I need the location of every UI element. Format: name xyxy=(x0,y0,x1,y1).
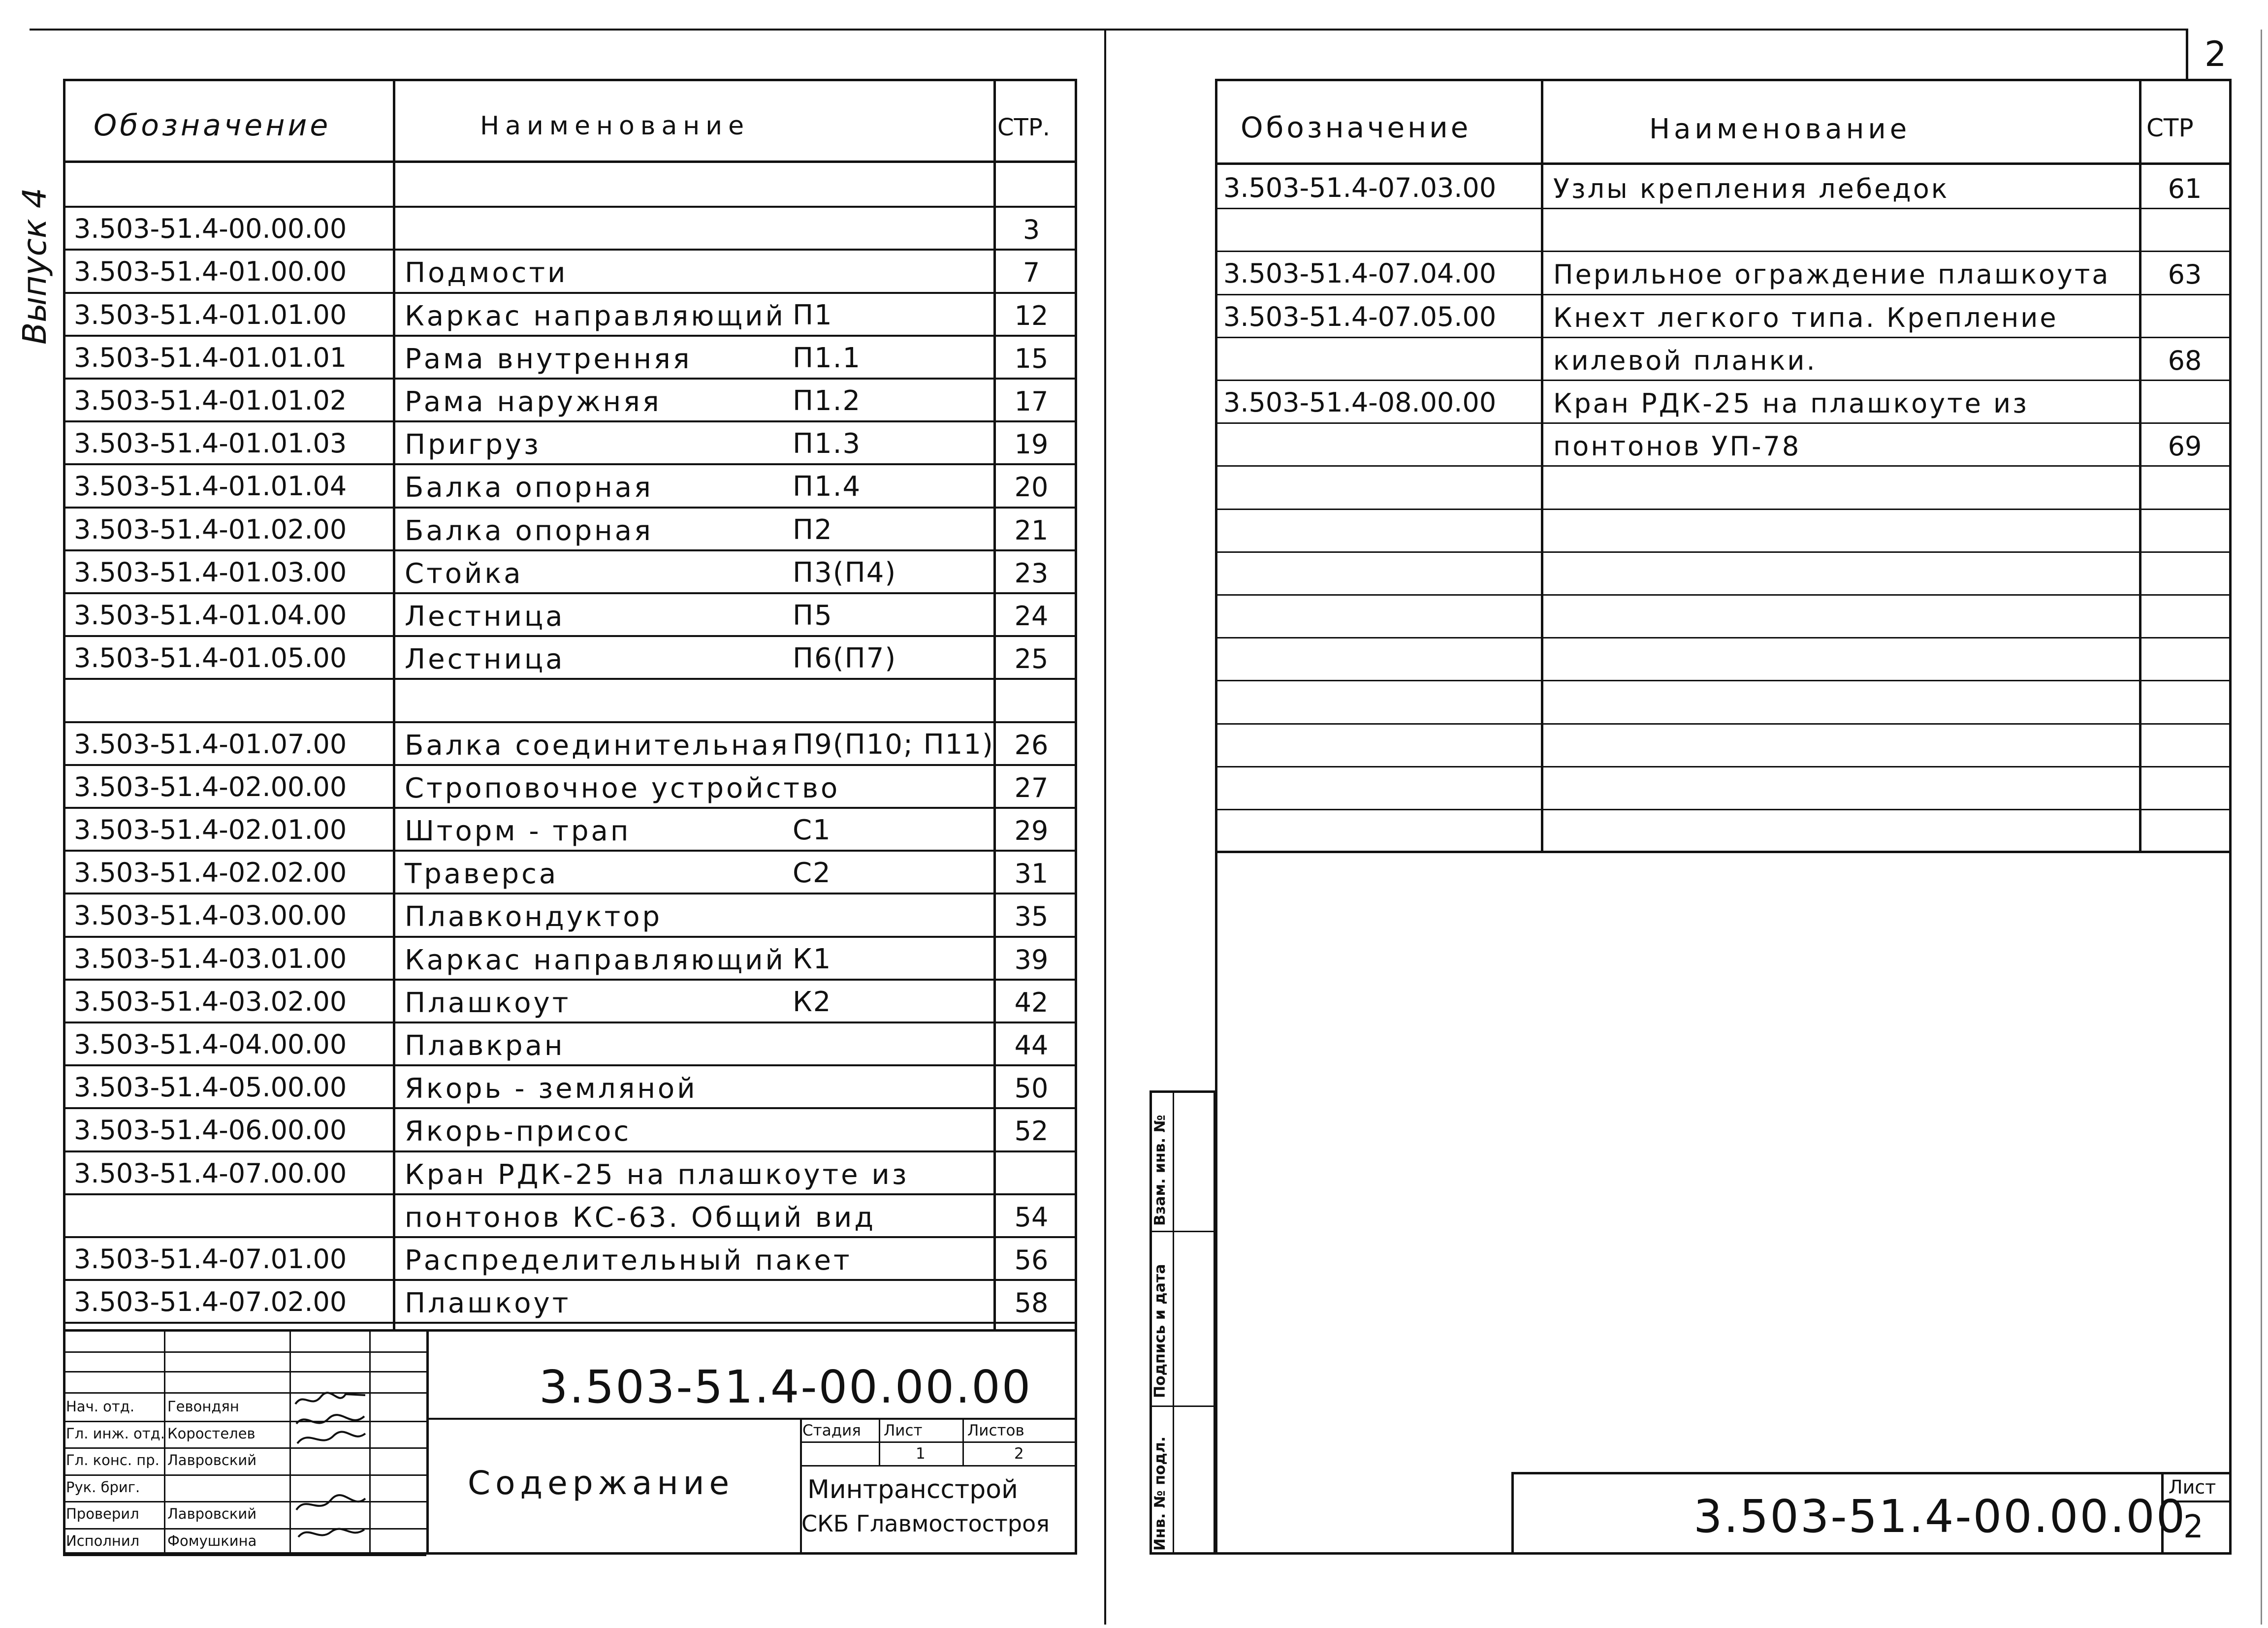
left-row-page: 20 xyxy=(1014,472,1049,503)
right-header-designation: Обозначение xyxy=(1241,111,1471,144)
issue-label: Выпуск 4 xyxy=(16,188,54,345)
left-row-rule xyxy=(63,292,1077,294)
left-header-name: Наименование xyxy=(480,111,750,141)
left-row-page: 35 xyxy=(1014,901,1049,932)
left-row-name: Плавкондуктор xyxy=(405,901,663,933)
left-row-code: 3.503-51.4-01.01.02 xyxy=(74,385,347,416)
left-row-mark: С1 xyxy=(793,814,831,846)
left-row-name: Плашкоут xyxy=(405,1287,571,1319)
left-row-rule xyxy=(63,1064,1077,1066)
left-row-page: 25 xyxy=(1014,643,1049,674)
left-header-designation: Обозначение xyxy=(94,108,331,143)
left-row-page: 15 xyxy=(1014,343,1049,374)
left-header-page: СТР. xyxy=(997,114,1051,141)
left-row-code: 3.503-51.4-02.01.00 xyxy=(74,814,347,845)
left-row-rule xyxy=(63,1236,1077,1238)
left-row-page: 21 xyxy=(1014,515,1049,546)
left-row-code: 3.503-51.4-07.00.00 xyxy=(74,1158,347,1189)
right-row-rule xyxy=(1215,208,2232,209)
page-number: 2 xyxy=(2204,34,2227,74)
right-row-rule xyxy=(1215,809,2232,810)
left-row-rule xyxy=(63,249,1077,251)
left-row-rule xyxy=(63,1150,1077,1152)
left-row-mark: К1 xyxy=(793,943,832,975)
left-row-code: 3.503-51.4-01.03.00 xyxy=(74,557,347,588)
left-row-name: Траверса xyxy=(405,858,559,890)
staff-name: Гевондян xyxy=(167,1398,239,1415)
right-row-code: 3.503-51.4-07.03.00 xyxy=(1223,172,1497,203)
left-row-code: 3.503-51.4-01.04.00 xyxy=(74,600,347,631)
left-row-name: Балка опорная xyxy=(405,472,653,504)
left-row-mark: П1 xyxy=(793,299,833,331)
tb-sheets-label: Листов xyxy=(967,1422,1024,1439)
side-strip-rule-2 xyxy=(1150,1405,1216,1407)
left-row-name: Шторм - трап xyxy=(405,815,631,847)
right-row-rule xyxy=(1215,766,2232,767)
left-row-rule xyxy=(63,549,1077,551)
left-row-page: 58 xyxy=(1014,1287,1049,1318)
stamp-doc-code: 3.503-51.4-00.00.00 xyxy=(1693,1490,2187,1543)
staff-name: Лавровский xyxy=(167,1505,257,1522)
left-row-code: 3.503-51.4-01.00.00 xyxy=(74,256,347,287)
right-row-page: 63 xyxy=(2168,259,2202,290)
tb-doc-code: 3.503-51.4-00.00.00 xyxy=(539,1361,1032,1413)
right-row-code: 3.503-51.4-07.05.00 xyxy=(1223,301,1497,332)
left-row-rule xyxy=(63,936,1077,938)
left-row-page: 52 xyxy=(1014,1116,1049,1147)
left-row-name: Якорь - земляной xyxy=(405,1073,698,1105)
right-row-name: Кнехт легкого типа. Крепление xyxy=(1553,302,2058,333)
left-row-rule xyxy=(63,1279,1077,1281)
left-row-name: Пригруз xyxy=(405,429,541,461)
right-row-rule xyxy=(1215,337,2232,338)
left-row-code: 3.503-51.4-05.00.00 xyxy=(74,1072,347,1103)
left-row-mark: К2 xyxy=(793,986,832,1018)
left-row-rule xyxy=(63,850,1077,852)
right-row-rule xyxy=(1215,380,2232,381)
left-row-code: 3.503-51.4-03.01.00 xyxy=(74,943,347,974)
right-row-rule xyxy=(1215,852,2232,853)
tb-col-1 xyxy=(164,1329,165,1555)
left-row-rule xyxy=(63,206,1077,208)
side-strip-divider xyxy=(1173,1090,1174,1555)
left-row-name: Рама внутренняя xyxy=(405,343,692,375)
left-row-rule xyxy=(63,507,1077,509)
left-row-rule xyxy=(63,420,1077,422)
right-header-name: Наименование xyxy=(1649,113,1911,145)
tb-org-line2: СКБ Главмостостроя xyxy=(801,1510,1050,1537)
left-row-code: 3.503-51.4-03.02.00 xyxy=(74,986,347,1017)
left-row-code: 3.503-51.4-06.00.00 xyxy=(74,1115,347,1146)
left-row-name: Якорь-присос xyxy=(405,1116,632,1148)
left-row-rule xyxy=(63,378,1077,380)
left-row-name: Рама наружняя xyxy=(405,386,662,418)
right-row-name: килевой планки. xyxy=(1553,345,1817,376)
left-row-mark: П2 xyxy=(793,514,833,546)
right-row-name: Узлы крепления лебедок xyxy=(1553,173,1949,204)
tb-rule-b xyxy=(63,1371,426,1373)
left-row-code: 3.503-51.4-07.01.00 xyxy=(74,1244,347,1275)
left-row-name: Стойка xyxy=(405,558,523,590)
left-row-rule xyxy=(63,592,1077,594)
left-row-code: 3.503-51.4-00.00.00 xyxy=(74,213,347,244)
left-row-rule xyxy=(63,1107,1077,1109)
page-number-box-left xyxy=(2186,29,2188,81)
tb-top-rule xyxy=(63,1329,1077,1332)
left-row-page: 31 xyxy=(1014,858,1049,889)
right-row-code: 3.503-51.4-07.04.00 xyxy=(1223,258,1497,289)
right-row-rule xyxy=(1215,551,2232,553)
left-row-page: 54 xyxy=(1014,1202,1049,1233)
left-row-name: Лестница xyxy=(405,643,565,675)
left-row-code: 3.503-51.4-03.00.00 xyxy=(74,900,347,931)
left-row-code: 3.503-51.4-01.07.00 xyxy=(74,729,347,760)
right-sheet-frame xyxy=(1215,79,2232,1555)
right-header-rule xyxy=(1215,162,2232,165)
tb-sheet-label: Лист xyxy=(884,1422,923,1439)
left-row-mark: С2 xyxy=(793,857,831,889)
left-row-page: 26 xyxy=(1014,730,1049,761)
left-row-code: 3.503-51.4-01.02.00 xyxy=(74,514,347,545)
tb-rule-c xyxy=(63,1392,426,1394)
left-row-mark: П1.2 xyxy=(793,385,862,417)
page-divider xyxy=(1104,30,1106,1625)
staff-name: Лавровский xyxy=(167,1452,257,1468)
right-row-rule xyxy=(1215,251,2232,252)
left-row-code: 3.503-51.4-01.01.03 xyxy=(74,428,347,459)
left-row-page: 24 xyxy=(1014,601,1049,632)
left-row-name: Каркас направляющий xyxy=(405,944,786,976)
left-row-name: понтонов КС-63. Общий вид xyxy=(405,1202,876,1234)
left-row-name: Балка опорная xyxy=(405,515,653,547)
left-row-page: 39 xyxy=(1014,944,1049,975)
left-row-name: Лестница xyxy=(405,601,565,633)
stamp-top-rule xyxy=(1511,1472,2232,1474)
left-row-name: Плашкоут xyxy=(405,987,571,1019)
tb-main-divider xyxy=(426,1329,429,1555)
left-row-page: 50 xyxy=(1014,1073,1049,1104)
staff-row-rule xyxy=(63,1474,426,1476)
tb-sheets-value: 2 xyxy=(1014,1445,1024,1463)
left-row-page: 44 xyxy=(1014,1030,1049,1061)
left-row-mark: П1.1 xyxy=(793,342,862,374)
left-row-mark: П3(П4) xyxy=(793,557,897,589)
stamp-sheet-label: Лист xyxy=(2169,1476,2216,1498)
left-col-divider-1 xyxy=(393,79,395,1329)
right-row-rule xyxy=(1215,680,2232,681)
left-row-code: 3.503-51.4-07.02.00 xyxy=(74,1286,347,1317)
side-label-replace: Взам. инв. № xyxy=(1151,1115,1169,1226)
staff-role: Проверил xyxy=(66,1505,139,1522)
left-row-name: Подмости xyxy=(405,257,568,289)
left-row-page: 17 xyxy=(1014,386,1049,417)
staff-role: Гл. конс. пр. xyxy=(66,1452,160,1468)
stamp-sheet-value: 2 xyxy=(2183,1509,2204,1545)
left-row-code: 3.503-51.4-01.01.00 xyxy=(74,299,347,330)
left-row-rule xyxy=(63,1322,1077,1324)
right-row-rule xyxy=(1215,422,2232,424)
tb-stage-col-1 xyxy=(879,1418,880,1465)
left-row-rule xyxy=(63,1021,1077,1023)
left-row-code: 3.503-51.4-04.00.00 xyxy=(74,1029,347,1060)
left-row-page: 42 xyxy=(1014,987,1049,1018)
staff-row-rule xyxy=(63,1501,426,1502)
left-row-page: 3 xyxy=(1022,214,1040,245)
tb-rule-a xyxy=(63,1351,426,1353)
left-row-page: 56 xyxy=(1014,1245,1049,1276)
right-row-rule xyxy=(1215,465,2232,467)
left-row-name: Плавкран xyxy=(405,1030,565,1062)
tb-code-rule xyxy=(426,1418,1077,1420)
left-row-code: 3.503-51.4-02.00.00 xyxy=(74,771,347,802)
left-row-code: 3.503-51.4-02.02.00 xyxy=(74,857,347,888)
right-row-page: 68 xyxy=(2168,345,2202,376)
side-strip-rule-1 xyxy=(1150,1231,1216,1232)
staff-row-rule xyxy=(63,1528,426,1530)
side-label-inv: Инв. № подл. xyxy=(1151,1436,1169,1551)
left-row-rule xyxy=(63,721,1077,723)
stamp-left-rule xyxy=(1511,1472,1514,1555)
tb-col-3 xyxy=(369,1329,371,1555)
left-row-rule xyxy=(63,635,1077,637)
left-row-code: 3.503-51.4-01.01.04 xyxy=(74,471,347,502)
left-row-page: 27 xyxy=(1014,772,1049,803)
right-row-page: 61 xyxy=(2168,173,2202,204)
left-row-rule xyxy=(63,893,1077,894)
left-row-page: 12 xyxy=(1014,300,1049,331)
top-rule xyxy=(30,29,2186,31)
left-row-page: 23 xyxy=(1014,558,1049,589)
right-row-code: 3.503-51.4-08.00.00 xyxy=(1223,387,1497,418)
left-header-rule xyxy=(63,160,1077,163)
left-row-code: 3.503-51.4-01.05.00 xyxy=(74,642,347,673)
staff-name: Фомушкина xyxy=(167,1532,257,1549)
tb-org-line1: Минтрансстрой xyxy=(807,1475,1018,1504)
left-row-mark: П1.4 xyxy=(793,471,862,503)
right-row-page: 69 xyxy=(2168,431,2202,462)
left-row-rule xyxy=(63,463,1077,465)
signature-marks xyxy=(291,1389,369,1555)
right-edge-rule xyxy=(2261,30,2262,1625)
left-row-rule xyxy=(63,335,1077,337)
tb-stage-label: Стадия xyxy=(802,1422,861,1439)
tb-col-2 xyxy=(289,1329,291,1555)
right-row-rule xyxy=(1215,637,2232,638)
staff-name: Коростелев xyxy=(167,1425,256,1442)
tb-stage-col-2 xyxy=(962,1418,964,1465)
left-row-name: Кран РДК-25 на плашкоуте из xyxy=(405,1159,909,1191)
right-row-rule xyxy=(1215,594,2232,596)
left-row-page: 19 xyxy=(1014,429,1049,460)
left-row-page: 7 xyxy=(1022,257,1040,288)
staff-row-rule xyxy=(63,1447,426,1449)
left-row-rule xyxy=(63,678,1077,680)
staff-role: Рук. бриг. xyxy=(66,1479,140,1496)
staff-row-rule xyxy=(63,1421,426,1422)
right-row-name: понтонов УП-78 xyxy=(1553,431,1801,462)
staff-row-rule xyxy=(63,1555,426,1556)
side-label-signature: Подпись и дата xyxy=(1151,1264,1169,1398)
left-row-rule xyxy=(63,807,1077,809)
left-row-name: Каркас направляющий xyxy=(405,300,786,332)
left-row-mark: П5 xyxy=(793,600,833,632)
right-row-name: Кран РДК-25 на плашкоуте из xyxy=(1553,388,2029,419)
left-row-name: Строповочное устройство xyxy=(405,772,840,804)
left-row-page: 29 xyxy=(1014,815,1049,846)
left-row-mark: П9(П10; П11) xyxy=(793,729,994,761)
left-row-rule xyxy=(63,1193,1077,1195)
right-row-rule xyxy=(1215,294,2232,295)
left-row-name: Распределительный пакет xyxy=(405,1245,852,1277)
staff-role: Гл. инж. отд. xyxy=(66,1425,165,1442)
left-row-name: Балка соединительная xyxy=(405,730,790,762)
left-row-code: 3.503-51.4-01.01.01 xyxy=(74,342,347,373)
left-row-rule xyxy=(63,764,1077,766)
tb-stage-rule-2 xyxy=(800,1465,1077,1467)
right-row-rule xyxy=(1215,509,2232,510)
right-row-rule xyxy=(1215,723,2232,725)
left-row-rule xyxy=(63,979,1077,981)
left-row-mark: П6(П7) xyxy=(793,642,897,674)
staff-role: Исполнил xyxy=(66,1532,140,1549)
tb-stage-rule-1 xyxy=(800,1441,1077,1443)
left-row-mark: П1.3 xyxy=(793,428,862,460)
staff-role: Нач. отд. xyxy=(66,1398,135,1415)
right-row-name: Перильное ограждение плашкоута xyxy=(1553,259,2110,290)
tb-title: Содержание xyxy=(468,1464,735,1502)
right-header-page: СТР xyxy=(2146,114,2194,142)
tb-sheet-value: 1 xyxy=(916,1445,926,1463)
